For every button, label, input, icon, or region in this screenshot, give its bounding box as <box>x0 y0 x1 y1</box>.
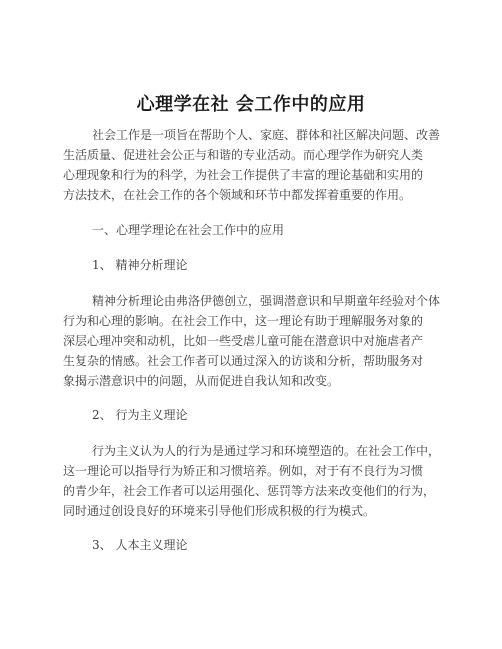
body-line: 行为主义认为人的行为是通过学习和环境塑造的。在社会工作中， <box>92 444 441 458</box>
body-line: 精神分析理论由弗洛伊德创立，强调潜意识和早期童年经验对个体 <box>92 294 441 308</box>
intro-line: 方法技术，在社会工作的各个领域和环节中都发挥着重要的作用。 <box>63 188 412 202</box>
subsection-heading: 1、 精神分析理论 <box>92 258 188 272</box>
intro-line: 心理现象和行为的科学，为社会工作提供了丰富的理论基础和实用的 <box>63 168 424 182</box>
body-line: 这一理论可以指导行为矫正和习惯培养。例如，对于有不良行为习惯 <box>63 464 424 478</box>
subsection-heading: 3、 人本主义理论 <box>92 538 188 552</box>
body-line: 行为和心理的影响。在社会工作中，这一理论有助于理解服务对象的 <box>63 314 424 328</box>
document-title: 心理学在社 会工作中的应用 <box>136 94 366 115</box>
body-line: 象揭示潜意识中的问题，从而促进自我认知和改变。 <box>63 374 340 388</box>
body-line: 深层心理冲突和动机，比如一些受虐儿童可能在潜意识中对施虐者产 <box>63 334 424 348</box>
intro-line: 生活质量、促进社会公正与和谐的专业活动。而心理学作为研究人类 <box>63 148 424 162</box>
body-line: 的青少年，社会工作者可以运用强化、惩罚等方法来改变他们的行为， <box>63 484 436 498</box>
intro-line: 社会工作是一项旨在帮助个人、家庭、群体和社区解决问题、改善 <box>92 128 441 142</box>
section-heading: 一、心理学理论在社会工作中的应用 <box>92 223 285 237</box>
body-line: 同时通过创设良好的环境来引导他们形成积极的行为模式。 <box>63 504 376 518</box>
body-line: 生复杂的情感。社会工作者可以通过深入的访谈和分析，帮助服务对 <box>63 354 424 368</box>
subsection-heading: 2、 行为主义理论 <box>92 408 188 422</box>
